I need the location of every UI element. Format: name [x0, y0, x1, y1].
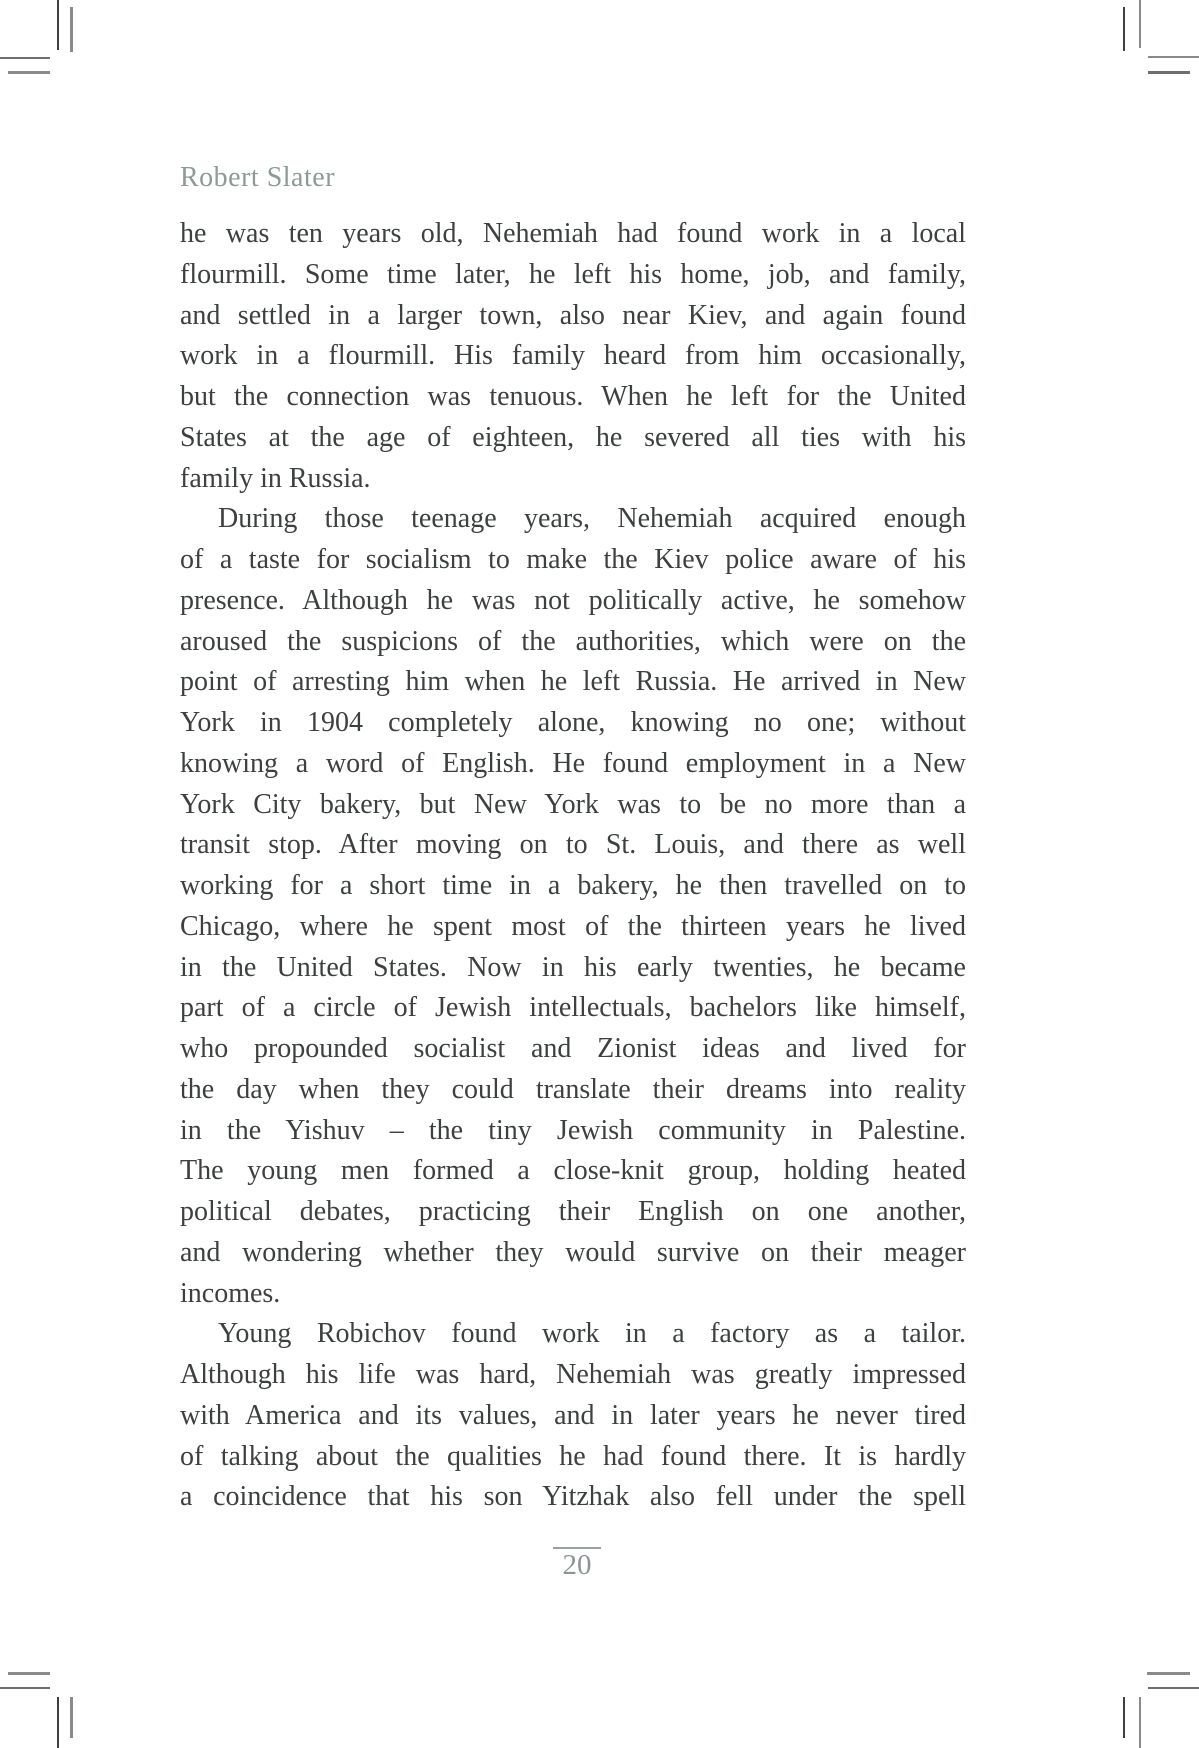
body-line: of a taste for socialism to make the Kiev police aware of his	[180, 544, 966, 575]
body-line: working for a short time in a bakery, he then travelled on to	[180, 870, 966, 901]
body-line: Although his life was hard, Nehemiah was greatly impressed	[180, 1359, 966, 1390]
page-number: 20	[562, 1549, 592, 1581]
crop-mark-top-left-horizontal-outer	[0, 57, 50, 59]
body-line: of talking about the qualities he had found there. It is hardly	[180, 1440, 966, 1472]
body-line: The young men formed a close-knit group, holding heated	[180, 1155, 966, 1187]
body-line: knowing a word of English. He found employment in a New	[180, 747, 966, 779]
crop-mark-bottom-right-vertical-outer	[1139, 1697, 1141, 1748]
crop-mark-top-right-horizontal-outer	[1148, 56, 1199, 58]
body-line: the day when they could translate their dreams into reality	[180, 1073, 966, 1105]
body-line: and wondering whether they would survive on their meager	[180, 1236, 966, 1268]
body-line: with America and its values, and in later years he never tired	[180, 1399, 966, 1431]
crop-mark-bottom-right-vertical-inner	[1123, 1697, 1125, 1738]
body-line: and settled in a larger town, also near Kiev, and again found	[180, 299, 966, 331]
crop-mark-top-right-vertical-inner	[1123, 7, 1125, 51]
body-line: During those teenage years, Nehemiah acquired enough	[218, 503, 966, 535]
crop-mark-bottom-left-horizontal-inner	[8, 1672, 50, 1675]
body-line: part of a circle of Jewish intellectuals, bachelors like himself,	[180, 992, 966, 1024]
body-line: in the Yishuv – the tiny Jewish community in Palestine.	[180, 1114, 966, 1146]
body-line: States at the age of eighteen, he severed all ties with his	[180, 421, 966, 453]
body-text	[180, 214, 966, 1518]
body-line: political debates, practicing their English on one another,	[180, 1196, 966, 1227]
body-line: York City bakery, but New York was to be no more than a	[180, 788, 966, 820]
crop-mark-bottom-left-vertical-inner	[70, 1697, 73, 1738]
body-line: in the United States. Now in his early twenties, he became	[180, 951, 966, 983]
crop-mark-bottom-right-horizontal-inner	[1147, 1672, 1190, 1675]
body-line: work in a flourmill. His family heard from him occasionally,	[180, 340, 966, 372]
crop-mark-top-right-vertical-outer	[1139, 0, 1141, 48]
body-line: York in 1904 completely alone, knowing no one; without	[180, 707, 966, 738]
body-line: presence. Although he was not politically active, he somehow	[180, 584, 966, 616]
body-line: who propounded socialist and Zionist ideas and lived for	[180, 1033, 966, 1064]
body-line: transit stop. After moving on to St. Louis, and there as well	[180, 829, 966, 861]
body-line: a coincidence that his son Yitzhak also fell under the spell	[180, 1481, 966, 1513]
body-line: he was ten years old, Nehemiah had found work in a local	[180, 218, 966, 249]
folio	[477, 1547, 677, 1580]
crop-mark-top-left-vertical-outer	[57, 0, 59, 50]
body-line: but the connection was tenuous. When he left for the United	[180, 381, 966, 412]
crop-mark-top-left-horizontal-inner	[8, 71, 50, 74]
crop-mark-top-left-vertical-inner	[70, 7, 73, 52]
body-line: aroused the suspicions of the authorities, which were on the	[180, 625, 966, 657]
running-header-author: Robert Slater	[180, 162, 336, 193]
crop-mark-bottom-left-horizontal-outer	[0, 1687, 50, 1689]
body-line: incomes.	[180, 1277, 281, 1309]
crop-mark-bottom-right-horizontal-outer	[1148, 1687, 1199, 1689]
crop-mark-top-right-horizontal-inner	[1148, 71, 1190, 74]
body-line: Young Robichov found work in a factory as a tailor.	[218, 1318, 966, 1350]
crop-mark-bottom-left-vertical-outer	[57, 1697, 59, 1748]
body-line: point of arresting him when he left Russia. He arrived in New	[180, 666, 966, 698]
body-line: family in Russia.	[180, 462, 371, 494]
body-line: flourmill. Some time later, he left his home, job, and family,	[180, 258, 966, 290]
body-line: Chicago, where he spent most of the thirteen years he lived	[180, 910, 966, 942]
